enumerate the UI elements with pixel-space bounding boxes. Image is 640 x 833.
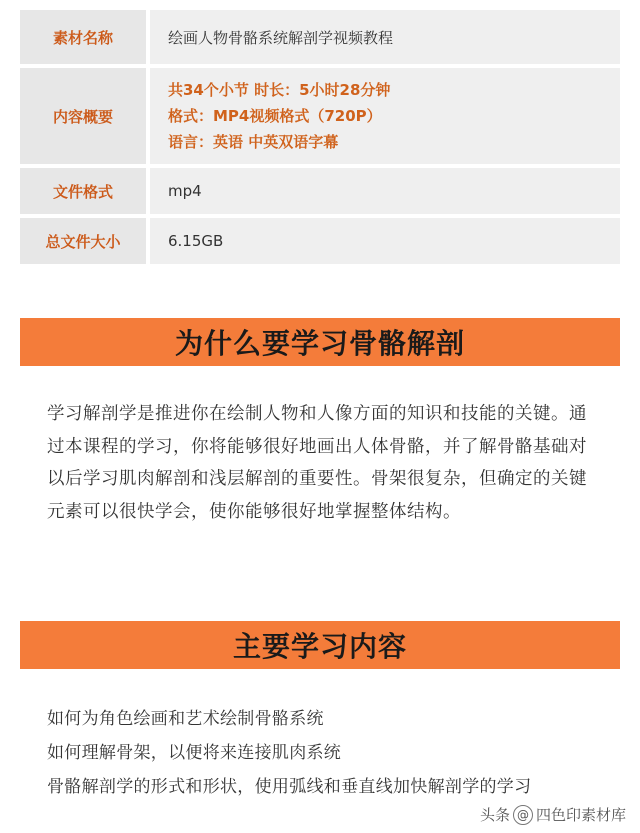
- table-row: [20, 68, 620, 164]
- value-line: 语言：英语 中英双语字幕: [168, 133, 339, 151]
- value-line: 共34个小节 时长：5小时28分钟: [168, 81, 391, 99]
- content-list: [47, 702, 617, 804]
- row-label: 总文件大小: [20, 218, 146, 264]
- row-label: 文件格式: [20, 168, 146, 214]
- row-value: [150, 10, 620, 64]
- value-line: 6.15GB: [168, 232, 224, 250]
- table-row: [20, 218, 620, 264]
- value-line: 绘画人物骨骼系统解剖学视频教程: [168, 28, 394, 47]
- section-heading-content: 主要学习内容: [20, 621, 620, 669]
- section-heading-why: 为什么要学习骨骼解剖: [20, 318, 620, 366]
- row-label: 素材名称: [20, 10, 146, 64]
- value-line: 格式：MP4视频格式（720P）: [168, 107, 382, 125]
- table-row: [20, 168, 620, 214]
- row-value: [150, 68, 620, 164]
- info-table: [20, 10, 620, 268]
- row-label: 内容概要: [20, 68, 146, 164]
- row-value: [150, 168, 620, 214]
- section-paragraph: 学习解剖学是推进你在绘制人物和人像方面的知识和技能的关键。通过本课程的学习，你将能够很好地画出人体骨骼，并了解骨骼基础对以后学习肌肉解剖和浅层解剖的重要性。骨架很复杂，但确定的关键元素可以很快学会，使你能够很好地掌握整体结构。: [47, 404, 587, 522]
- watermark-prefix: 头条: [479, 806, 510, 824]
- watermark-name: 四色印素材库: [535, 806, 626, 824]
- list-item: 骨骼解剖学的形式和形状，使用弧线和垂直线加快解剖学的学习: [47, 777, 532, 797]
- watermark: [480, 804, 626, 825]
- list-item: 如何理解骨架，以便将来连接肌肉系统: [47, 743, 342, 763]
- table-row: [20, 10, 620, 64]
- list-item: 如何为角色绘画和艺术绘制骨骼系统: [47, 709, 324, 729]
- row-value: [150, 218, 620, 264]
- value-line: mp4: [168, 182, 202, 200]
- at-icon: @: [513, 805, 533, 825]
